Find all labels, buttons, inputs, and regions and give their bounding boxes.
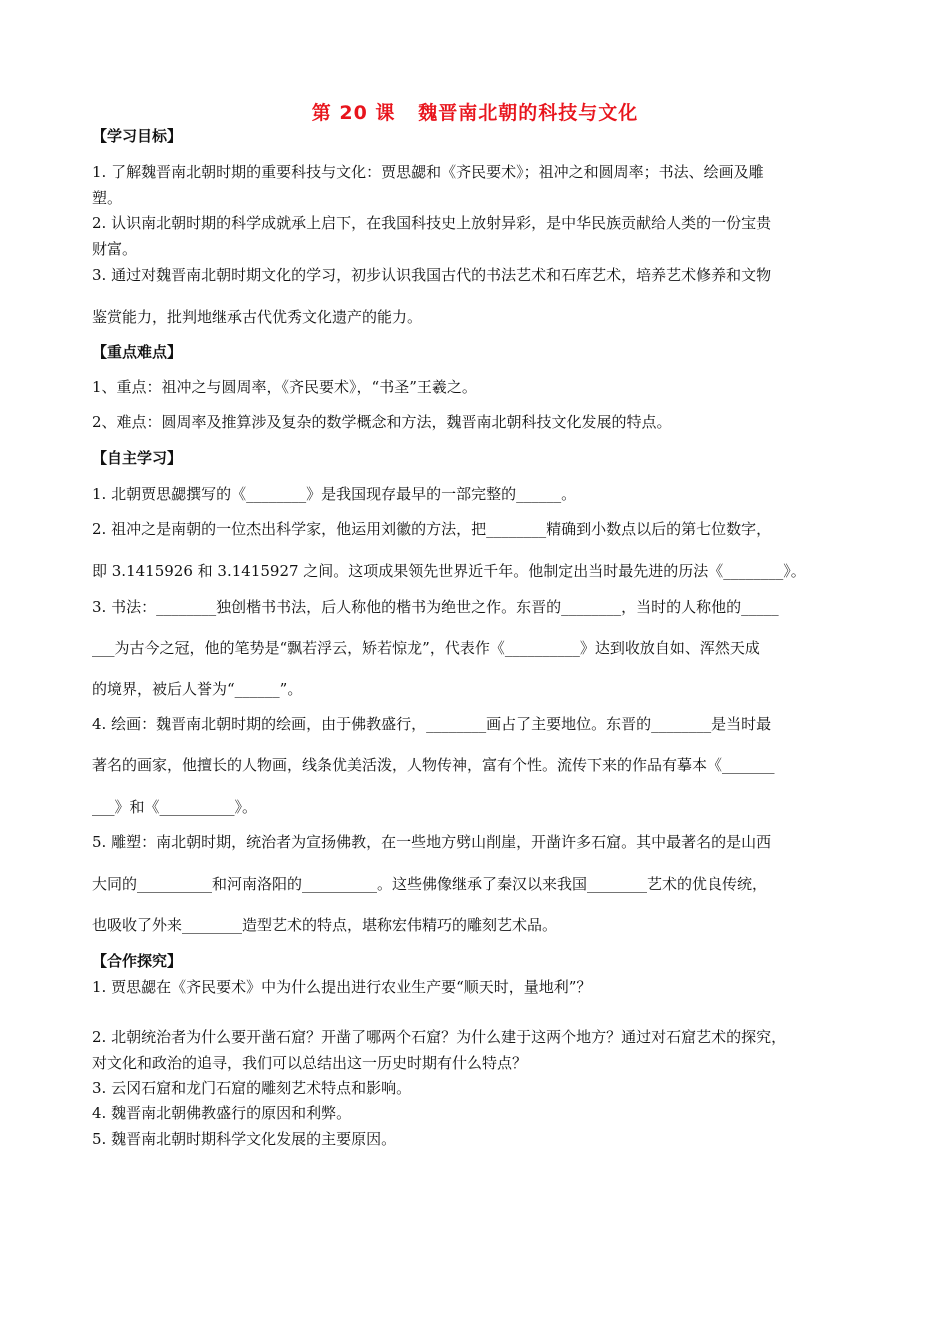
self-study-line: 大同的__________和河南洛阳的__________。这些佛像继承了秦汉以来我国________艺术的优良传统，	[92, 875, 768, 893]
goal-line: 3. 通过对魏晋南北朝时期文化的学习，初步认识我国古代的书法艺术和石库艺术，培养艺术修养和文物	[92, 266, 772, 284]
section-heading-goals: 【学习目标】	[92, 127, 183, 145]
self-study-line: ___》和《__________》。	[92, 798, 258, 816]
cooperation-line: 2. 北朝统治者为什么要开凿石窟？开凿了哪两个石窟？为什么建于这两个地方？通过对石窟艺术的探究，	[92, 1028, 787, 1046]
goal-line: 2. 认识南北朝时期的科学成就承上启下，在我国科技史上放射异彩，是中华民族贡献给人类的一份宝贵	[92, 214, 772, 232]
cooperation-line: 对文化和政治的追寻，我们可以总结出这一历史时期有什么特点？	[92, 1054, 528, 1072]
key-point-line: 2、难点：圆周率及推算涉及复杂的数学概念和方法，魏晋南北朝科技文化发展的特点。	[92, 413, 672, 431]
self-study-line: 1. 北朝贾思勰撰写的《________》是我国现存最早的一部完整的______。	[92, 485, 577, 503]
section-heading-key-points: 【重点难点】	[92, 343, 183, 361]
cooperation-line: 3. 云冈石窟和龙门石窟的雕刻艺术特点和影响。	[92, 1079, 412, 1097]
self-study-line: 著名的画家，他擅长的人物画，线条优美活泼，人物传神，富有个性。流传下来的作品有摹本《_______	[92, 756, 775, 774]
goal-line: 鉴赏能力，批判地继承古代优秀文化遗产的能力。	[92, 308, 423, 326]
self-study-line: 5. 雕塑：南北朝时期，统治者为宣扬佛教，在一些地方劈山削崖，开凿许多石窟。其中最著名的是山西	[92, 833, 772, 851]
self-study-line: ___为古今之冠，他的笔势是“飘若浮云，矫若惊龙”，代表作《__________》达到收放自如、浑然天成	[92, 639, 760, 657]
self-study-line: 3. 书法：________独创楷书书法，后人称他的楷书为绝世之作。东晋的________，当时的人称他的_____	[92, 598, 779, 616]
cooperation-line: 1. 贾思勰在《齐民要术》中为什么提出进行农业生产要“顺天时，量地利”？	[92, 978, 592, 996]
goal-line: 塑。	[92, 189, 123, 207]
lesson-title: 第 20 课 魏晋南北朝的科技与文化	[311, 102, 639, 124]
self-study-line: 4. 绘画：魏晋南北朝时期的绘画，由于佛教盛行，________画占了主要地位。东晋的________是当时最	[92, 715, 772, 733]
section-heading-cooperation: 【合作探究】	[92, 952, 183, 970]
goal-line: 1. 了解魏晋南北朝时期的重要科技与文化：贾思勰和《齐民要术》；祖冲之和圆周率；书法、绘画及雕	[92, 163, 764, 181]
key-point-line: 1、重点：祖冲之与圆周率，《齐民要术》，“书圣”王羲之。	[92, 378, 477, 396]
cooperation-line: 5. 魏晋南北朝时期科学文化发展的主要原因。	[92, 1130, 397, 1148]
goal-line: 财富。	[92, 240, 138, 258]
self-study-line: 的境界，被后人誉为“______”。	[92, 680, 303, 698]
self-study-line: 2. 祖冲之是南朝的一位杰出科学家，他运用刘徽的方法，把________精确到小数点以后的第七位数字，	[92, 520, 772, 538]
section-heading-self-study: 【自主学习】	[92, 449, 183, 467]
cooperation-line: 4. 魏晋南北朝佛教盛行的原因和利弊。	[92, 1104, 352, 1122]
self-study-line: 也吸收了外来________造型艺术的特点，堪称宏伟精巧的雕刻艺术品。	[92, 916, 558, 934]
self-study-line: 即 3.1415926 和 3.1415927 之间。这项成果领先世界近千年。他制定出当时最先进的历法《________》。	[92, 562, 806, 580]
